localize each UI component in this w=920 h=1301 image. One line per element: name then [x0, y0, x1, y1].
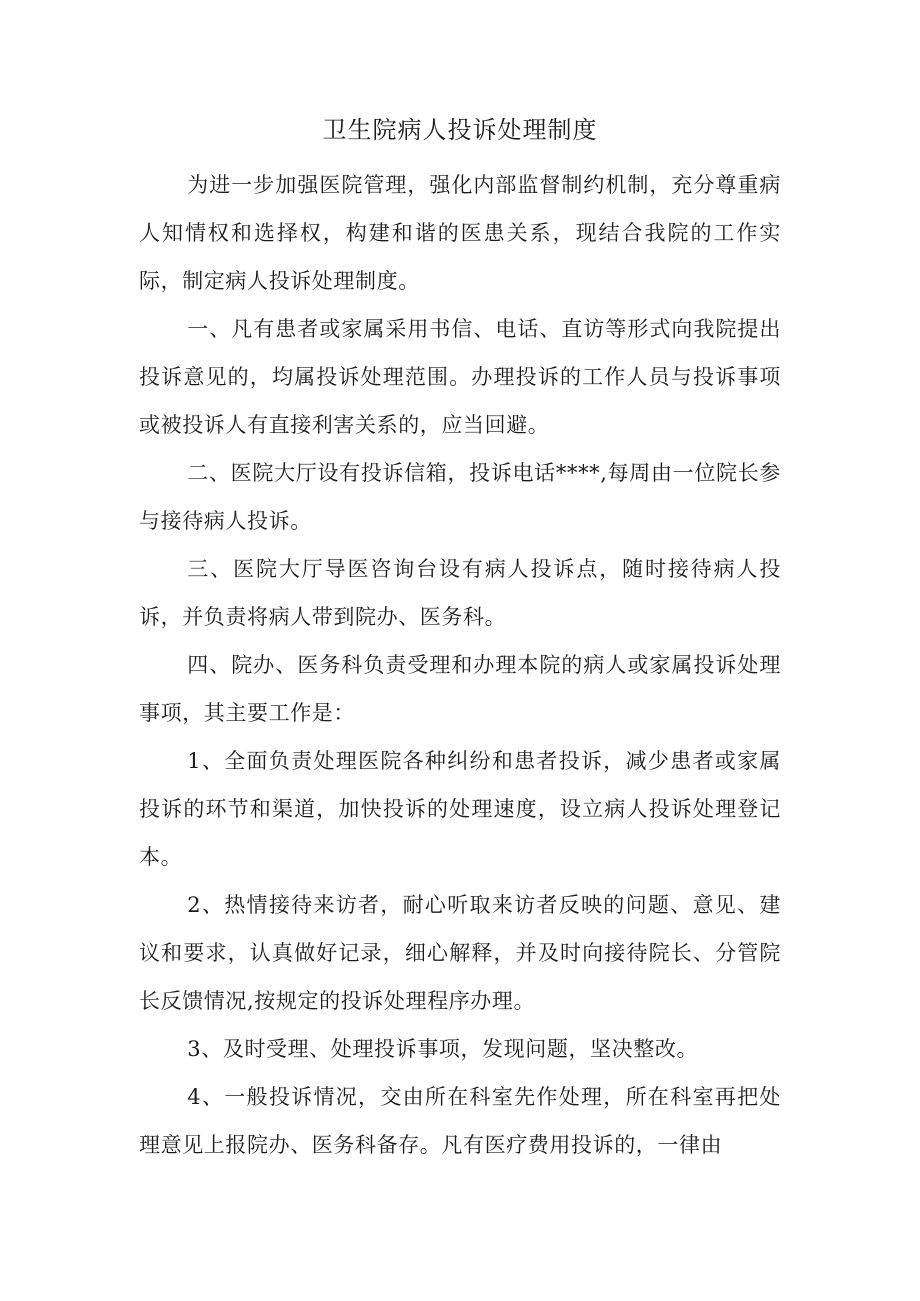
document-body: [139, 161, 781, 1169]
paragraph-subitem-4: 4、一般投诉情况，交由所在科室先作处理，所在科室再把处理意见上报院办、医务科备存。凡有医疗费用投诉的，一律由: [139, 1085, 781, 1157]
paragraph-item-2: 二、医院大厅设有投诉信箱，投诉电话****,每周由一位院长参与接待病人投诉。: [139, 461, 781, 533]
paragraph-item-1: 一、凡有患者或家属采用书信、电话、直访等形式向我院提出投诉意见的，均属投诉处理范围。办理投诉的工作人员与投诉事项或被投诉人有直接利害关系的，应当回避。: [139, 317, 781, 437]
paragraph-subitem-2: 2、热情接待来访者，耐心听取来访者反映的问题、意见、建议和要求，认真做好记录，细心解释，并及时向接待院长、分管院长反馈情况,按规定的投诉处理程序办理。: [139, 893, 781, 1013]
paragraph-item-4: 四、院办、医务科负责受理和办理本院的病人或家属投诉处理事项，其主要工作是：: [139, 653, 781, 725]
paragraph-subitem-3: 3、及时受理、处理投诉事项，发现问题，坚决整改。: [187, 1037, 699, 1061]
paragraph-intro: 为进一步加强医院管理，强化内部监督制约机制，充分尊重病人知情权和选择权，构建和谐的医患关系，现结合我院的工作实际，制定病人投诉处理制度。: [139, 173, 781, 293]
paragraph-item-3: 三、医院大厅导医咨询台设有病人投诉点，随时接待病人投诉，并负责将病人带到院办、医务科。: [139, 557, 781, 629]
document-title: 卫生院病人投诉处理制度: [322, 116, 598, 144]
paragraph-subitem-1: 1、全面负责处理医院各种纠纷和患者投诉，减少患者或家属投诉的环节和渠道，加快投诉的处理速度，设立病人投诉处理登记本。: [139, 749, 781, 869]
